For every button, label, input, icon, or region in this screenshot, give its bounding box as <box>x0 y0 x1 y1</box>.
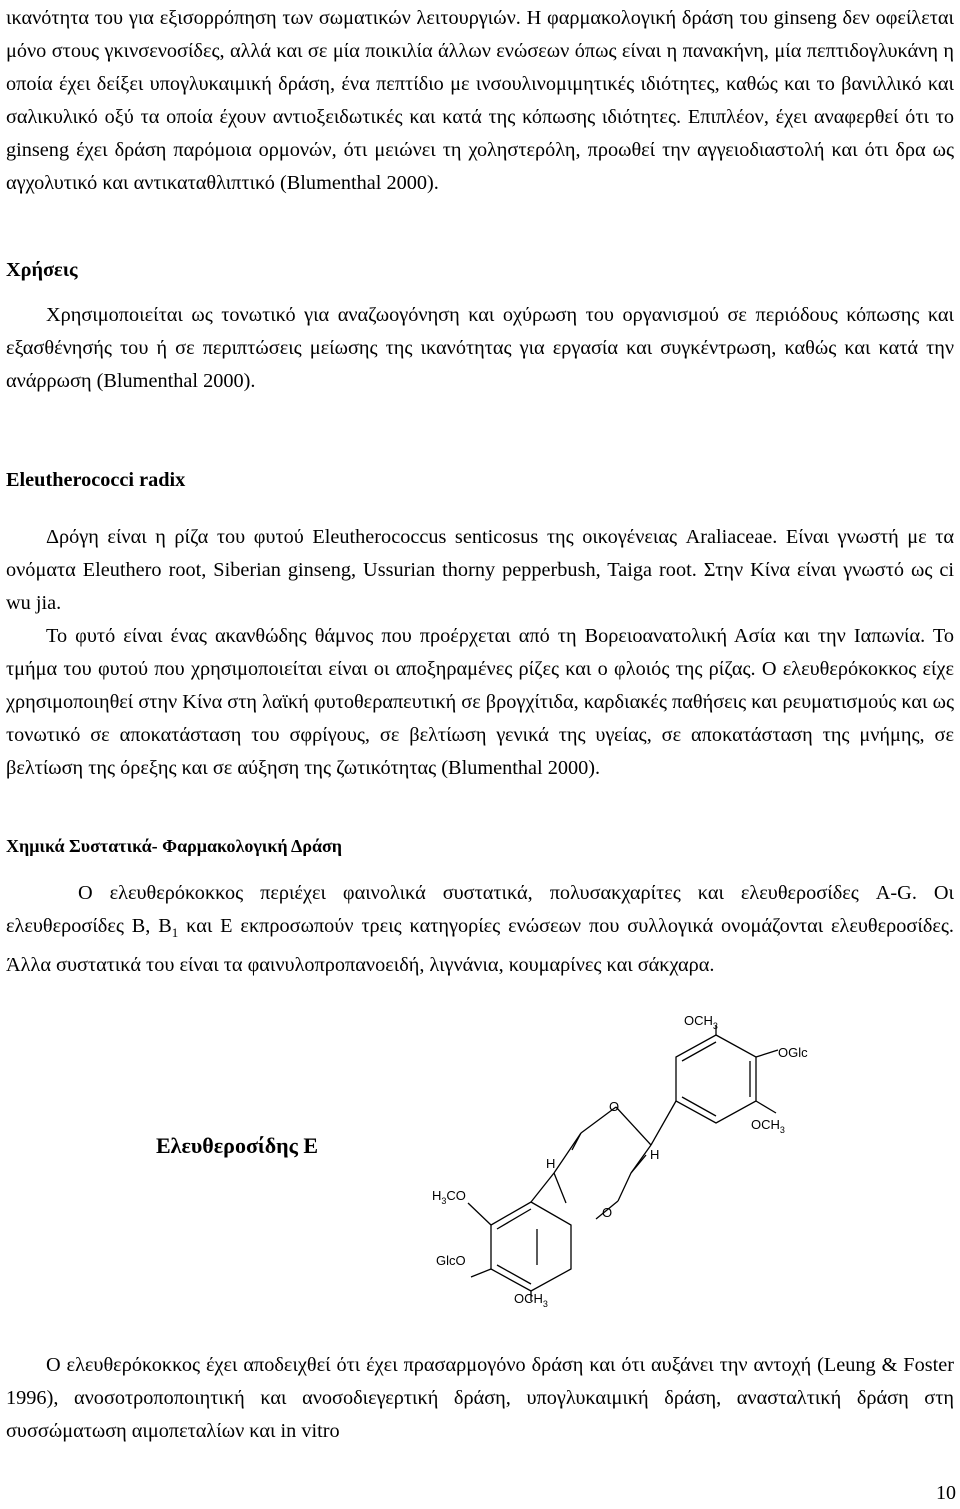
label-o-bottom: O <box>602 1205 613 1220</box>
paragraph-plant-description: Το φυτό είναι ένας ακανθώδης θάμνος που προέρχεται από τη Βορειοανατολική Ασία και την Ιαπωνία. Το τμήμα του φυτού που χρησιμοποιείται είναι οι αποξηραμένες ρίζες και ο φλοιός της ρίζας. Ο ελευθερόκοκκος είχε χρησιμοποιηθεί στην Κίνα στη λαϊκή φυτοθεραπευτική σε βρογχίτιδα, καρδιακές παθήσεις και ρευματισμούς και ως τονωτικό σε αποκατάσταση του σφρίγους, σε βελτίωση γενικά της υγείας, σε αποκατάσταση της μνήμης, σε βελτίωση της όρεξης και σε αύξηση της ζωτικότητας (Blumenthal 2000). <box>6 625 954 779</box>
page-number: 10 <box>936 1482 956 1504</box>
paragraph-pharmacological-action: Ο ελευθερόκοκκος έχει αποδειχθεί ότι έχει πρασαρμογόνο δράση και ότι αυξάνει την αντοχή (Leung & Foster 1996), ανοσοτροποποιητική και ανοσοδιεγερτική δράση, υπογλυκαιμική δράση, ανασταλτική δράση στη συσσώματωση αιμοπεταλίων και in vitro <box>6 1354 954 1442</box>
label-och3-right: $OCH_3$ <box>751 1117 785 1135</box>
constituents-text-b: και E εκπροσωπούν τρεις κατηγορίες ενώσεων που συλλογικά ονομάζονται ελευθεροσίδες. Άλλα συστατικά του είναι τα φαινυλοπροπανοειδή, λιγνάνια, κουμαρίνες και σάκχαρα. <box>6 915 954 977</box>
paragraph-ginseng-pharmacology: ικανότητα του για εξισορρόπηση των σωματικών λειτουργιών. Η φαρμακολογική δράση του ginseng δεν οφείλεται μόνο στους γκινσενοσίδες, αλλά και σε μία ποικιλία άλλων ενώσεων όπως είναι η πανακήνη, μία πεπτιδογλυκάνη η οποία έχει δείξει υπογλυκαιμική δράση, ένα πεπτίδιο με ινσουλινομιμητικές ιδιότητες, καθώς και το βανιλλικό και σαλικυλικό οξύ τα οποία έχουν αντιοξειδωτικές και κατά της κόπωσης ιδιότητες. Επιπλέον, έχει αναφερθεί ότι το ginseng έχει δράση παρόμοια ορμονών, ότι μειώνει τη χοληστερόλη, προωθεί την αγγειοδιαστολή και ότι δρα ως αγχολυτικό και αντικαταθλιπτικό (Blumenthal 2000). <box>6 7 954 194</box>
heading-chemical-constituents: Χημικά Συστατικά- Φαρμακολογική Δράση <box>6 836 343 856</box>
eleutheroside-e-structure <box>6 1005 954 1315</box>
heading-uses: Χρήσεις <box>6 259 78 281</box>
paragraph-drug-description: Δρόγη είναι η ρίζα του φυτού Eleutherococcus senticosus της οικογένειας Araliaceae. Είναι γνωστή με τα ονόματα Eleuthero root, Siberian ginseng, Ussurian thorny pepperbush, Taiga root. Στην Κίνα είναι γνωστό ως ci wu jia. <box>6 526 954 614</box>
label-h-right: H <box>650 1147 660 1162</box>
label-o-top: O <box>609 1099 620 1114</box>
paragraph-uses: Χρησιμοποιείται ως τονωτικό για αναζωογόνηση και οχύρωση του οργανισμού σε περιόδους κόπωσης και εξασθένησής του ή σε περιπτώσεις μείωσης της ικανότητας για εργασία και συγκέντρωση, καθώς και κατά την ανάρρωση (Blumenthal 2000). <box>6 304 954 392</box>
label-h3co: $H_3CO$ <box>432 1188 466 1206</box>
heading-eleutherococci-radix: Eleutherococci radix <box>6 469 186 491</box>
label-och3-top: $OCH_3$ <box>684 1013 718 1031</box>
figure-caption: Ελευθεροσίδης Ε <box>156 1133 319 1158</box>
label-oglc: OGlc <box>778 1045 808 1060</box>
constituents-subscript: 1 <box>171 925 179 941</box>
label-h-left: H <box>546 1156 556 1171</box>
constituents-text-a: Ο ελευθερόκοκκος περιέχει φαινολικά συστατικά, πολυσακχαρίτες και ελευθεροσίδες A-G. Οι ελευθεροσίδες B, B <box>6 882 954 937</box>
paragraph-constituents <box>6 877 954 982</box>
label-glco: GlcO <box>436 1253 466 1268</box>
label-och3-bottom: $OCH_3$ <box>514 1291 548 1309</box>
